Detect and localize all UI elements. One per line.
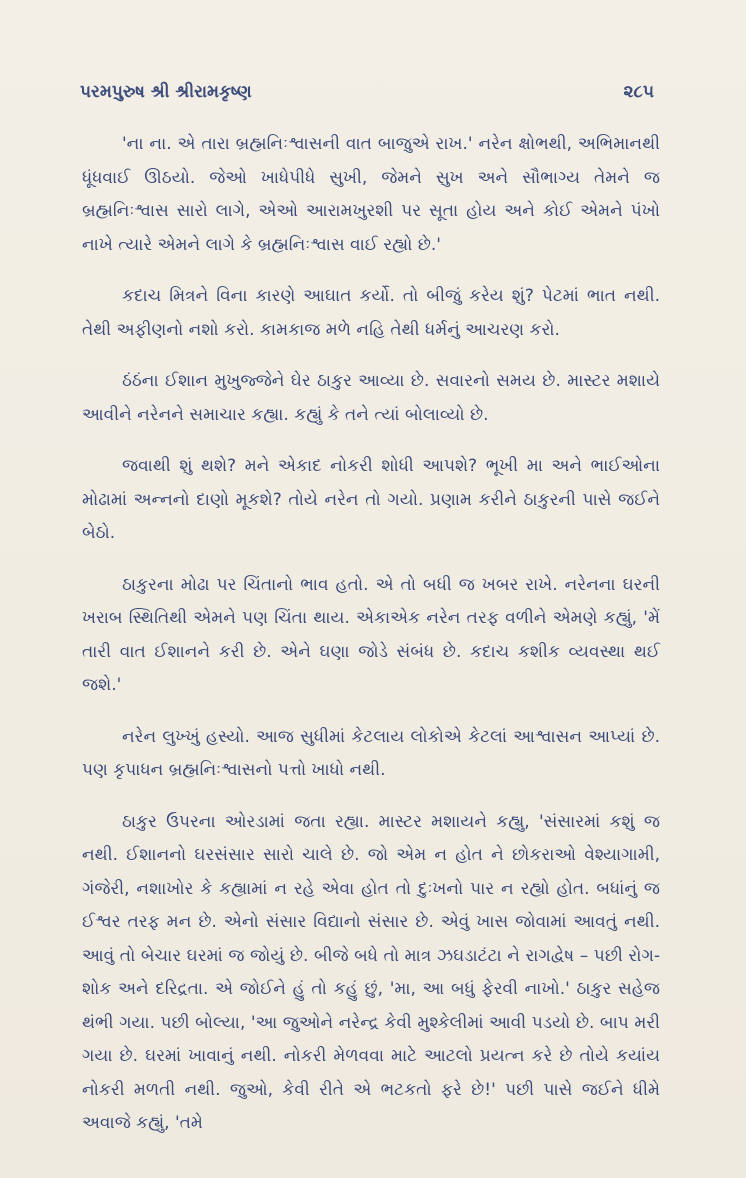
- page-number: ૨૮૫: [623, 82, 654, 102]
- paragraph: નરેન લુખ્ખું હસ્યો. આજ સુધીમાં કેટલાય લોકોએ કેટલાં આશ્વાસન આપ્યાં છે. પણ કૃપાધન બ્રહ્મનિઃશ્વાસનો પત્તો ખાધો નથી.: [82, 726, 660, 780]
- page-body: [82, 128, 660, 1159]
- paragraph: ઠાકુરના મોઢા પર ચિંતાનો ભાવ હતો. એ તો બધી જ ખબર રાખે. નરેનના ઘરની ખરાબ સ્થિતિથી એમને પણ ચિંતા થાય. એકાએક નરેન તરફ વળીને એમણે કહ્યું, 'મેં તારી વાત ઈશાનને કરી છે. એને ઘણા જોડે સંબંધ છે. કદાચ કશીક વ્યવસ્થા થઈ જશે.': [82, 574, 660, 695]
- paragraph: કદાચ મિત્રને વિના કારણે આઘાત કર્યો. તો બીજું કરેય શું? પેટમાં ભાત નથી. તેથી અફીણનો નશો કરો. કામકાજ મળે નહિ તેથી ધર્મનું આચરણ કરો.: [82, 286, 660, 340]
- paragraph: ઠંઠંના ઈશાન મુખુજ્જેને ઘેર ઠાકુર આવ્યા છે. સવારનો સમય છે. માસ્ટર મશાયે આવીને નરેનને સમાચાર કહ્યા. કહ્યું કે તને ત્યાં બોલાવ્યો છે.: [82, 371, 660, 425]
- running-title: પરમપુરુષ શ્રી શ્રીરામકૃષ્ણ: [80, 82, 252, 102]
- page-header: [80, 82, 654, 102]
- paragraph: 'ના ના. એ તારા બ્રહ્મનિઃશ્વાસની વાત બાજુએ રાખ.' નરેન ક્ષોભથી, અભિમાનથી ધૂંધવાઈ ઊઠયો. જેઓ ખાધેપીધે સુખી, જેમને સુખ અને સૌભાગ્ય તેમને જ બ્રહ્મનિઃશ્વાસ સારો લાગે, એઓ આરામખુરશી પર સૂતા હોય અને કોઈ એમને પંખો નાખે ત્યારે એમને લાગે કે બ્રહ્મનિઃશ્વાસ વાઈ રહ્યો છે.': [82, 134, 660, 255]
- paragraph: જવાથી શું થશે? મને એકાદ નોકરી શોધી આપશે? ભૂખી મા અને ભાઈઓના મોઢામાં અન્નનો દાણો મૂકશે? તોયે નરેન તો ગયો. પ્રણામ કરીને ઠાકુરની પાસે જઈને બેઠો.: [82, 456, 660, 543]
- paragraph: ઠાકુર ઉપરના ઓરડામાં જતા રહ્યા. માસ્ટર મશાયને કહ્યુ, 'સંસારમાં કશું જ નથી. ઈશાનનો ઘરસંસાર સારો ચાલે છે. જો એમ ન હોત ને છોકરાઓ વેશ્યાગામી, ગંજેરી, નશાખોર કે કહ્યામાં ન રહે એવા હોત તો દુઃખનો પાર ન રહ્યો હોત. બધાંનું જ ઈશ્વર તરફ મન છે. એનો સંસાર વિદ્યાનો સંસાર છે. એવું ખાસ જોવામાં આવતું નથી. આવું તો બેચાર ઘરમાં જ જોયું છે. બીજે બધે તો માત્ર ઝઘડાટંટા ને રાગદ્વેષ – પછી રોગ-શોક અને દરિદ્રતા. એ જોઈને હું તો કહું છું, 'મા, આ બધું ફેરવી નાખો.' ઠાકુર સહેજ થંભી ગયા. પછી બોલ્યા, 'આ જુઓને નરેન્દ્ર કેવી મુશ્કેલીમાં આવી પડયો છે. બાપ મરી ગયા છે. ઘરમાં ખાવાનું નથી. નોકરી મેળવવા માટે આટલો પ્રયત્ન કરે છે તોયે કયાંય નોકરી મળતી નથી. જુઓ, કેવી રીતે એ ભટકતો ફરે છે!' પછી પાસે જઈને ધીમે અવાજે કહ્યું, 'તમે: [82, 811, 660, 1133]
